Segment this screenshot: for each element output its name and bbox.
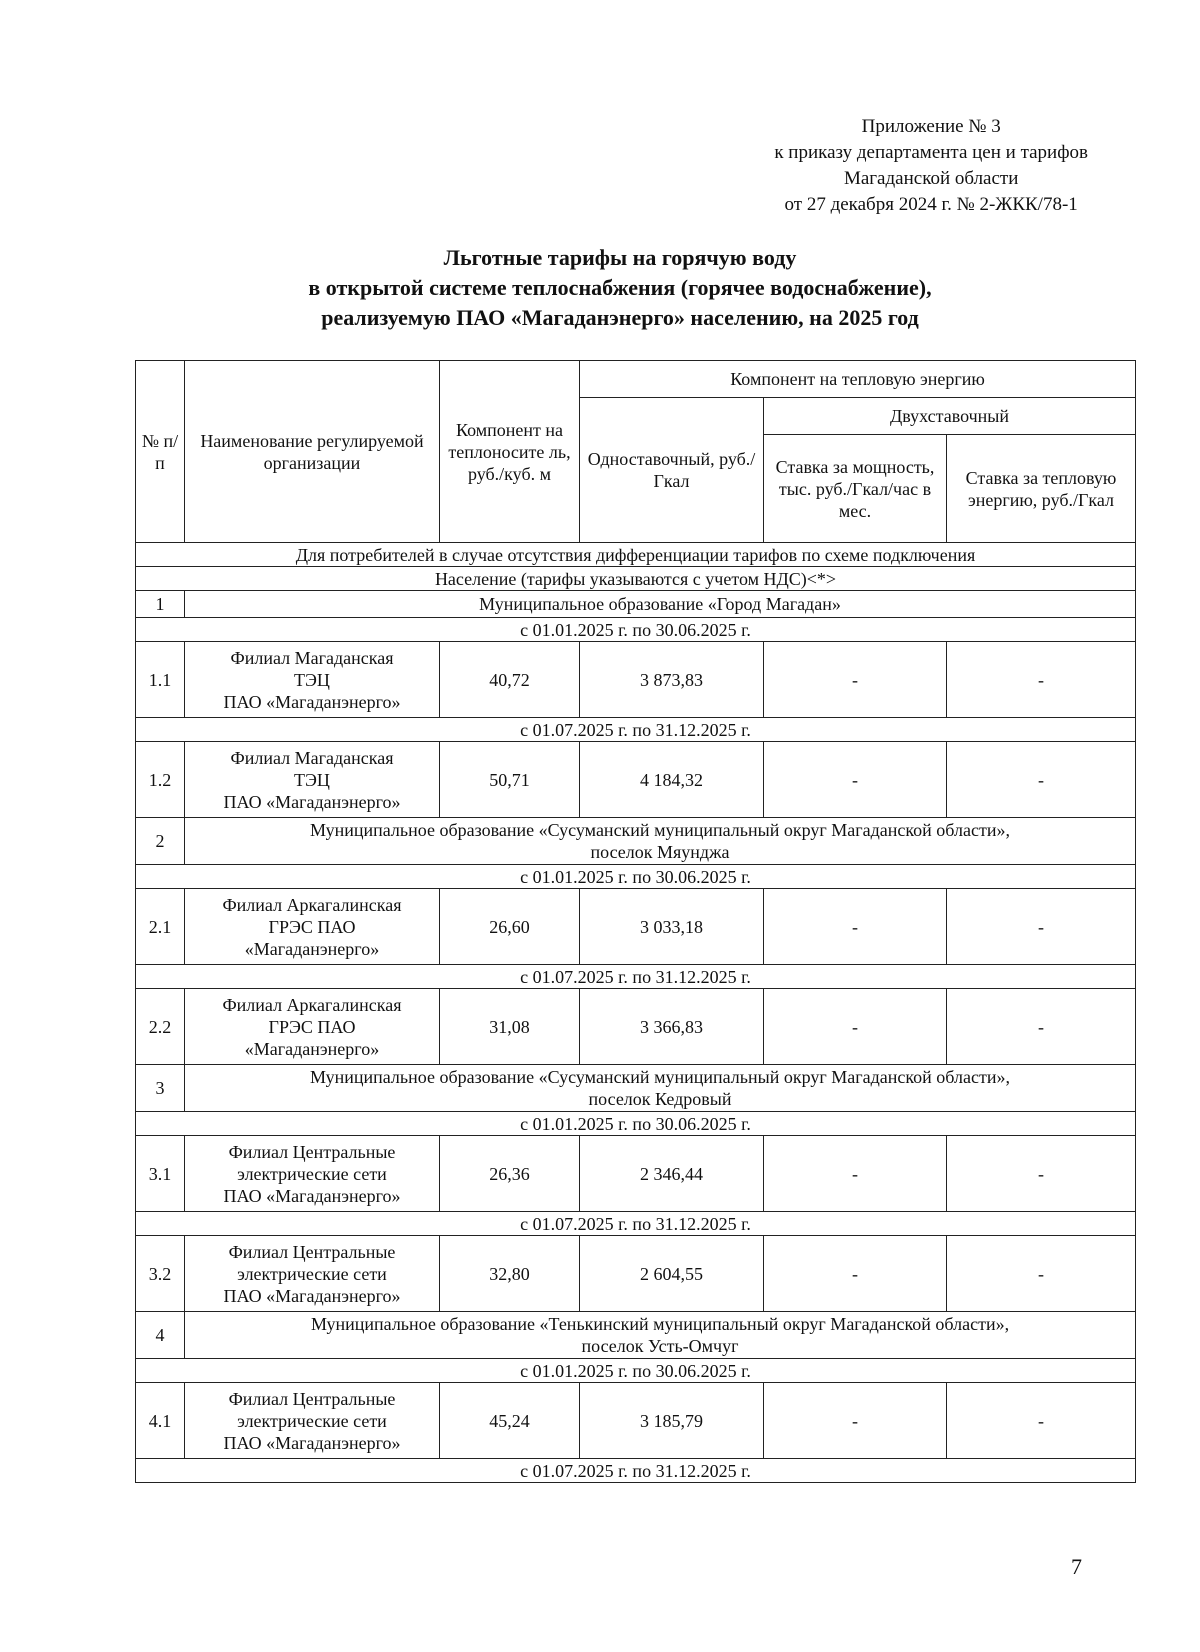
period-label: с 01.07.2025 г. по 31.12.2025 г. [136, 1212, 1136, 1236]
carrier-value: 32,80 [440, 1236, 580, 1312]
period-label: с 01.07.2025 г. по 31.12.2025 г. [136, 718, 1136, 742]
tariff-table [135, 360, 1136, 1483]
row-num: 2.1 [136, 889, 185, 965]
municipality-row [136, 591, 1136, 618]
period-label: с 01.01.2025 г. по 30.06.2025 г. [136, 618, 1136, 642]
org-line: ГРЭС ПАО [268, 1016, 356, 1037]
document-title [140, 243, 1100, 333]
title-line-3: реализуемую ПАО «Магаданэнерго» населению, на 2025 год [321, 305, 919, 330]
energy-rate-value: - [947, 642, 1136, 718]
municipality-num: 4 [136, 1312, 185, 1359]
municipality-num: 3 [136, 1065, 185, 1112]
settlement-line: поселок Кедровый [588, 1089, 732, 1109]
header-single-rate: Одноставочный, руб./Гкал [580, 398, 764, 543]
municipality-num: 1 [136, 591, 185, 618]
municipality-line: Муниципальное образование «Тенькинский муниципальный округ Магаданской области», [310, 1314, 1010, 1334]
table-row [136, 742, 1136, 818]
header-thermal-component: Компонент на тепловую энергию [580, 361, 1136, 398]
energy-rate-value: - [947, 1236, 1136, 1312]
organization-name [185, 1383, 440, 1459]
municipality-name [185, 818, 1136, 865]
municipality-row [136, 1065, 1136, 1112]
annex-line-4: от 27 декабря 2024 г. № 2-ЖКК/78-1 [784, 194, 1078, 215]
single-rate-value: 3 366,83 [580, 989, 764, 1065]
table-row [136, 1136, 1136, 1212]
power-rate-value: - [764, 989, 947, 1065]
header-two-rate: Двухставочный [764, 398, 1136, 435]
table-row [136, 889, 1136, 965]
org-line: Филиал Центральные [228, 1241, 396, 1262]
org-line: Филиал Магаданская [230, 647, 394, 668]
organization-name [185, 989, 440, 1065]
power-rate-value: - [764, 889, 947, 965]
org-line: электрические сети [237, 1410, 387, 1431]
header-organization: Наименование регулируемой организации [185, 361, 440, 543]
power-rate-value: - [764, 642, 947, 718]
carrier-value: 31,08 [440, 989, 580, 1065]
municipality-row [136, 818, 1136, 865]
annex-line-2: к приказу департамента цен и тарифов [774, 142, 1088, 163]
header-carrier-component: Компонент на теплоносите ль, руб./куб. м [440, 361, 580, 543]
table-row [136, 1383, 1136, 1459]
table-row [136, 1236, 1136, 1312]
carrier-value: 26,36 [440, 1136, 580, 1212]
energy-rate-value: - [947, 742, 1136, 818]
org-line: ПАО «Магаданэнерго» [223, 1285, 401, 1306]
organization-name [185, 889, 440, 965]
settlement-line: поселок Усть-Омчуг [581, 1336, 739, 1356]
header-power-rate: Ставка за мощность, тыс. руб./Гкал/час в мес. [764, 435, 947, 543]
table-row [136, 989, 1136, 1065]
org-line: Филиал Аркагалинская [222, 994, 402, 1015]
title-line-1: Льготные тарифы на горячую воду [443, 245, 797, 270]
org-line: ТЭЦ [294, 769, 330, 790]
page-number: 7 [1071, 1554, 1082, 1579]
municipality-line: Муниципальное образование «Сусуманский муниципальный округ Магаданской области», [310, 1067, 1010, 1087]
org-line: Филиал Аркагалинская [222, 894, 402, 915]
energy-rate-value: - [947, 1383, 1136, 1459]
org-line: ПАО «Магаданэнерго» [223, 791, 401, 812]
municipality-line: Муниципальное образование «Сусуманский муниципальный округ Магаданской области», [310, 820, 1010, 840]
organization-name [185, 1136, 440, 1212]
row-num: 1.2 [136, 742, 185, 818]
org-line: электрические сети [237, 1163, 387, 1184]
energy-rate-value: - [947, 1136, 1136, 1212]
org-line: ПАО «Магаданэнерго» [223, 1432, 401, 1453]
period-label: с 01.07.2025 г. по 31.12.2025 г. [136, 1459, 1136, 1483]
org-line: ГРЭС ПАО [268, 916, 356, 937]
single-rate-value: 3 873,83 [580, 642, 764, 718]
annex-line-3: Магаданской области [843, 168, 1019, 189]
municipality-row [136, 1312, 1136, 1359]
org-line: «Магаданэнерго» [244, 938, 380, 959]
carrier-value: 40,72 [440, 642, 580, 718]
annex-header [774, 114, 1088, 218]
row-num: 1.1 [136, 642, 185, 718]
single-rate-value: 2 604,55 [580, 1236, 764, 1312]
org-line: ПАО «Магаданэнерго» [223, 691, 401, 712]
carrier-value: 26,60 [440, 889, 580, 965]
municipality-num: 2 [136, 818, 185, 865]
municipality-name [185, 1065, 1136, 1112]
single-rate-value: 3 185,79 [580, 1383, 764, 1459]
single-rate-value: 3 033,18 [580, 889, 764, 965]
row-num: 2.2 [136, 989, 185, 1065]
org-line: ПАО «Магаданэнерго» [223, 1185, 401, 1206]
period-label: с 01.01.2025 г. по 30.06.2025 г. [136, 1359, 1136, 1383]
carrier-value: 50,71 [440, 742, 580, 818]
org-line: электрические сети [237, 1263, 387, 1284]
annex-line-1: Приложение № 3 [861, 116, 1001, 137]
power-rate-value: - [764, 1136, 947, 1212]
organization-name [185, 742, 440, 818]
energy-rate-value: - [947, 889, 1136, 965]
carrier-value: 45,24 [440, 1383, 580, 1459]
row-num: 3.2 [136, 1236, 185, 1312]
municipality-name: Муниципальное образование «Город Магадан» [185, 591, 1136, 618]
energy-rate-value: - [947, 989, 1136, 1065]
table-row [136, 642, 1136, 718]
period-label: с 01.01.2025 г. по 30.06.2025 г. [136, 865, 1136, 889]
org-line: ТЭЦ [294, 669, 330, 690]
single-rate-value: 4 184,32 [580, 742, 764, 818]
org-line: Филиал Центральные [228, 1141, 396, 1162]
header-energy-rate: Ставка за тепловую энергию, руб./Гкал [947, 435, 1136, 543]
org-line: Филиал Магаданская [230, 747, 394, 768]
power-rate-value: - [764, 742, 947, 818]
municipality-name [185, 1312, 1136, 1359]
header-num: № п/п [136, 361, 185, 543]
org-line: «Магаданэнерго» [244, 1038, 380, 1059]
org-line: Филиал Центральные [228, 1388, 396, 1409]
organization-name [185, 642, 440, 718]
settlement-line: поселок Мяунджа [590, 842, 730, 862]
single-rate-value: 2 346,44 [580, 1136, 764, 1212]
title-line-2: в открытой системе теплоснабжения (горячее водоснабжение), [308, 275, 932, 300]
row-num: 4.1 [136, 1383, 185, 1459]
period-label: с 01.07.2025 г. по 31.12.2025 г. [136, 965, 1136, 989]
power-rate-value: - [764, 1236, 947, 1312]
row-num: 3.1 [136, 1136, 185, 1212]
section-heading-population: Население (тарифы указываются с учетом НДС)<*> [136, 567, 1136, 591]
organization-name [185, 1236, 440, 1312]
period-label: с 01.01.2025 г. по 30.06.2025 г. [136, 1112, 1136, 1136]
power-rate-value: - [764, 1383, 947, 1459]
section-heading-connection: Для потребителей в случае отсутствия дифференциации тарифов по схеме подключения [136, 543, 1136, 567]
